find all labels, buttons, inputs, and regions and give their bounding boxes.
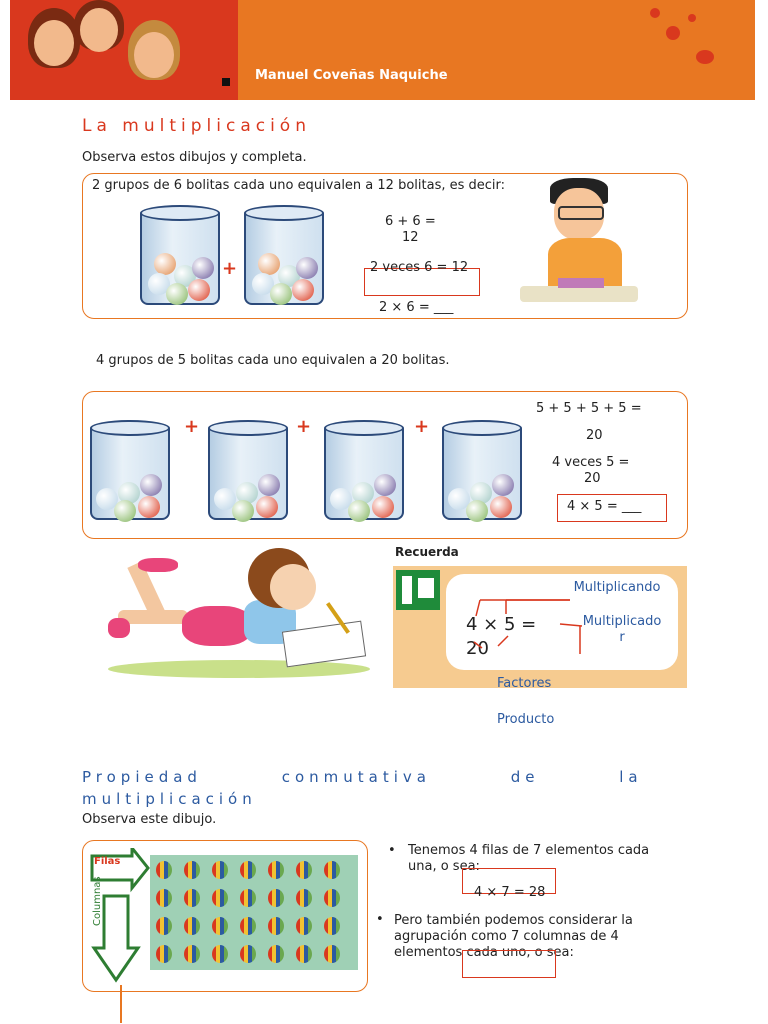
sum-line-2: 5 + 5 + 5 + 5 = xyxy=(536,401,642,416)
boy-illustration xyxy=(520,178,638,304)
connector-line xyxy=(120,985,122,1023)
jar xyxy=(244,205,324,305)
factores-label: Factores xyxy=(497,676,552,691)
blackboard-icon xyxy=(396,570,440,610)
times-result-2: 20 xyxy=(584,471,601,486)
filas-label: Filas xyxy=(94,856,121,867)
jar xyxy=(324,420,404,520)
section-title-property: Propiedad conmutativa de la multiplicación xyxy=(82,768,643,808)
times-line-2: 4 veces 5 = xyxy=(552,455,630,470)
jar xyxy=(442,420,522,520)
example-result: 20 xyxy=(466,638,489,659)
jar xyxy=(90,420,170,520)
header-square xyxy=(222,78,230,86)
author-name: Manuel Coveñas Naquiche xyxy=(255,68,448,83)
times-line-1: 2 veces 6 = 12 xyxy=(370,260,469,275)
eq-4x7: 4 × 7 = 28 xyxy=(474,885,546,900)
product-line-2: 4 × 5 = ___ xyxy=(567,499,642,514)
columnas-label: Columnas xyxy=(92,876,103,926)
sum-result-1: 12 xyxy=(402,230,419,245)
header-photo-panel xyxy=(10,0,238,100)
jar xyxy=(208,420,288,520)
header-banner xyxy=(10,0,755,100)
girl-illustration xyxy=(108,548,370,678)
sum-result-2: 20 xyxy=(586,428,603,443)
arrows-diagram xyxy=(462,596,592,666)
observe-text: Observa este dibujo. xyxy=(82,812,217,827)
recuerda-label: Recuerda xyxy=(395,545,459,559)
statement-1: 2 grupos de 6 bolitas cada uno equivalen a 12 bolitas, es decir: xyxy=(92,178,506,193)
bullet-text-1: Tenemos 4 filas de 7 elementos cada una, o sea: xyxy=(408,843,650,874)
product-line-1: 2 × 6 = ___ xyxy=(379,300,454,315)
plus-sign: + xyxy=(296,416,312,437)
page-title: La multiplicación xyxy=(82,116,311,136)
jar xyxy=(140,205,220,305)
sum-line-1: 6 + 6 = xyxy=(385,214,436,229)
producto-label: Producto xyxy=(497,712,555,727)
statement-2: 4 grupos de 5 bolitas cada uno equivalen a 20 bolitas. xyxy=(96,353,450,368)
intro-text: Observa estos dibujos y completa. xyxy=(82,150,307,165)
balls-grid xyxy=(150,855,358,970)
answer-box xyxy=(462,950,556,978)
bullet-text-2: Pero también podemos considerar la agrupación como 7 columnas de 4 elementos cada uno, o sea: xyxy=(394,913,633,960)
bullet-icon: • xyxy=(388,843,396,858)
plus-sign: + xyxy=(222,258,238,279)
plus-sign: + xyxy=(414,416,430,437)
example-equation: 4 × 5 = xyxy=(466,614,537,635)
multiplicador-label: Multiplicador xyxy=(582,614,662,645)
multiplicando-label: Multiplicando xyxy=(573,580,661,595)
bullet-icon: • xyxy=(376,912,384,927)
plus-sign: + xyxy=(184,416,200,437)
